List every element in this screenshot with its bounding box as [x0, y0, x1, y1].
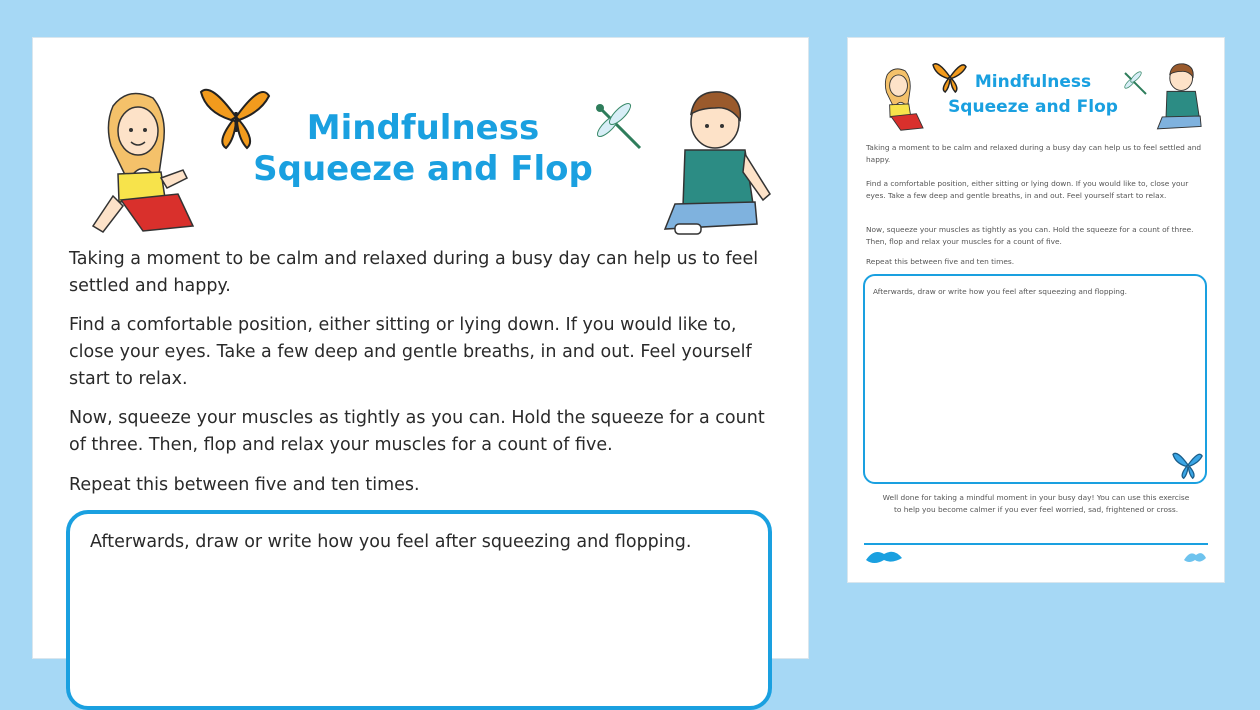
worksheet-thumbnail: [848, 38, 1224, 582]
girl-illustration: [874, 62, 932, 136]
page-title: [223, 108, 623, 190]
drawing-box[interactable]: [66, 510, 772, 710]
intro-paragraph: Taking a moment to be calm and relaxed during a busy day can help us to feel settled and happy.: [69, 249, 759, 296]
footer-message: Well done for taking a mindful moment in your busy day! You can use this exercise to help you become calmer if you ever feel worried, sad, frightened or cross.: [882, 493, 1190, 514]
title-line-1: Mindfulness: [306, 108, 540, 148]
thumbnail-title: [928, 70, 1138, 119]
drawing-box-prompt: Afterwards, draw or write how you feel after squeezing and flopping.: [873, 287, 1127, 296]
intro-paragraph: Taking a moment to be calm and relaxed during a busy day can help us to feel settled and happy.: [866, 143, 1202, 164]
drawing-box[interactable]: [863, 274, 1207, 484]
worksheet-large: [33, 38, 808, 658]
footer-divider: [864, 543, 1208, 545]
title-line-2: Squeeze and Flop: [948, 96, 1118, 117]
repeat-paragraph: Repeat this between five and ten times.: [69, 475, 420, 495]
repeat-paragraph: Repeat this between five and ten times.: [866, 257, 1015, 266]
position-paragraph: Find a comfortable position, either sitting or lying down. If you would like to, close your eyes. Take a few deep and gentle breaths, in and out. Feel yourself start to relax.: [866, 179, 1189, 200]
boy-illustration: [1148, 60, 1212, 136]
brand-logo: [864, 548, 904, 564]
brand-logo-small: [1182, 550, 1208, 564]
boy-illustration: [645, 84, 780, 244]
title-line-2: Squeeze and Flop: [253, 148, 593, 189]
title-line-1: Mindfulness: [974, 72, 1092, 92]
squeeze-paragraph: Now, squeeze your muscles as tightly as you can. Hold the squeeze for a count of three. Then, flop and relax your muscles for a count of five.: [866, 225, 1194, 246]
girl-illustration: [83, 86, 213, 236]
position-paragraph: Find a comfortable position, either sitting or lying down. If you would like to, close your eyes. Take a few deep and gentle breaths, in and out. Feel yourself start to relax.: [69, 315, 752, 389]
squeeze-paragraph: Now, squeeze your muscles as tightly as you can. Hold the squeeze for a count of three. Then, flop and relax your muscles for a count of five.: [69, 408, 765, 455]
butterfly-icon: [1170, 450, 1206, 480]
drawing-box-prompt: Afterwards, draw or write how you feel after squeezing and flopping.: [90, 532, 692, 552]
